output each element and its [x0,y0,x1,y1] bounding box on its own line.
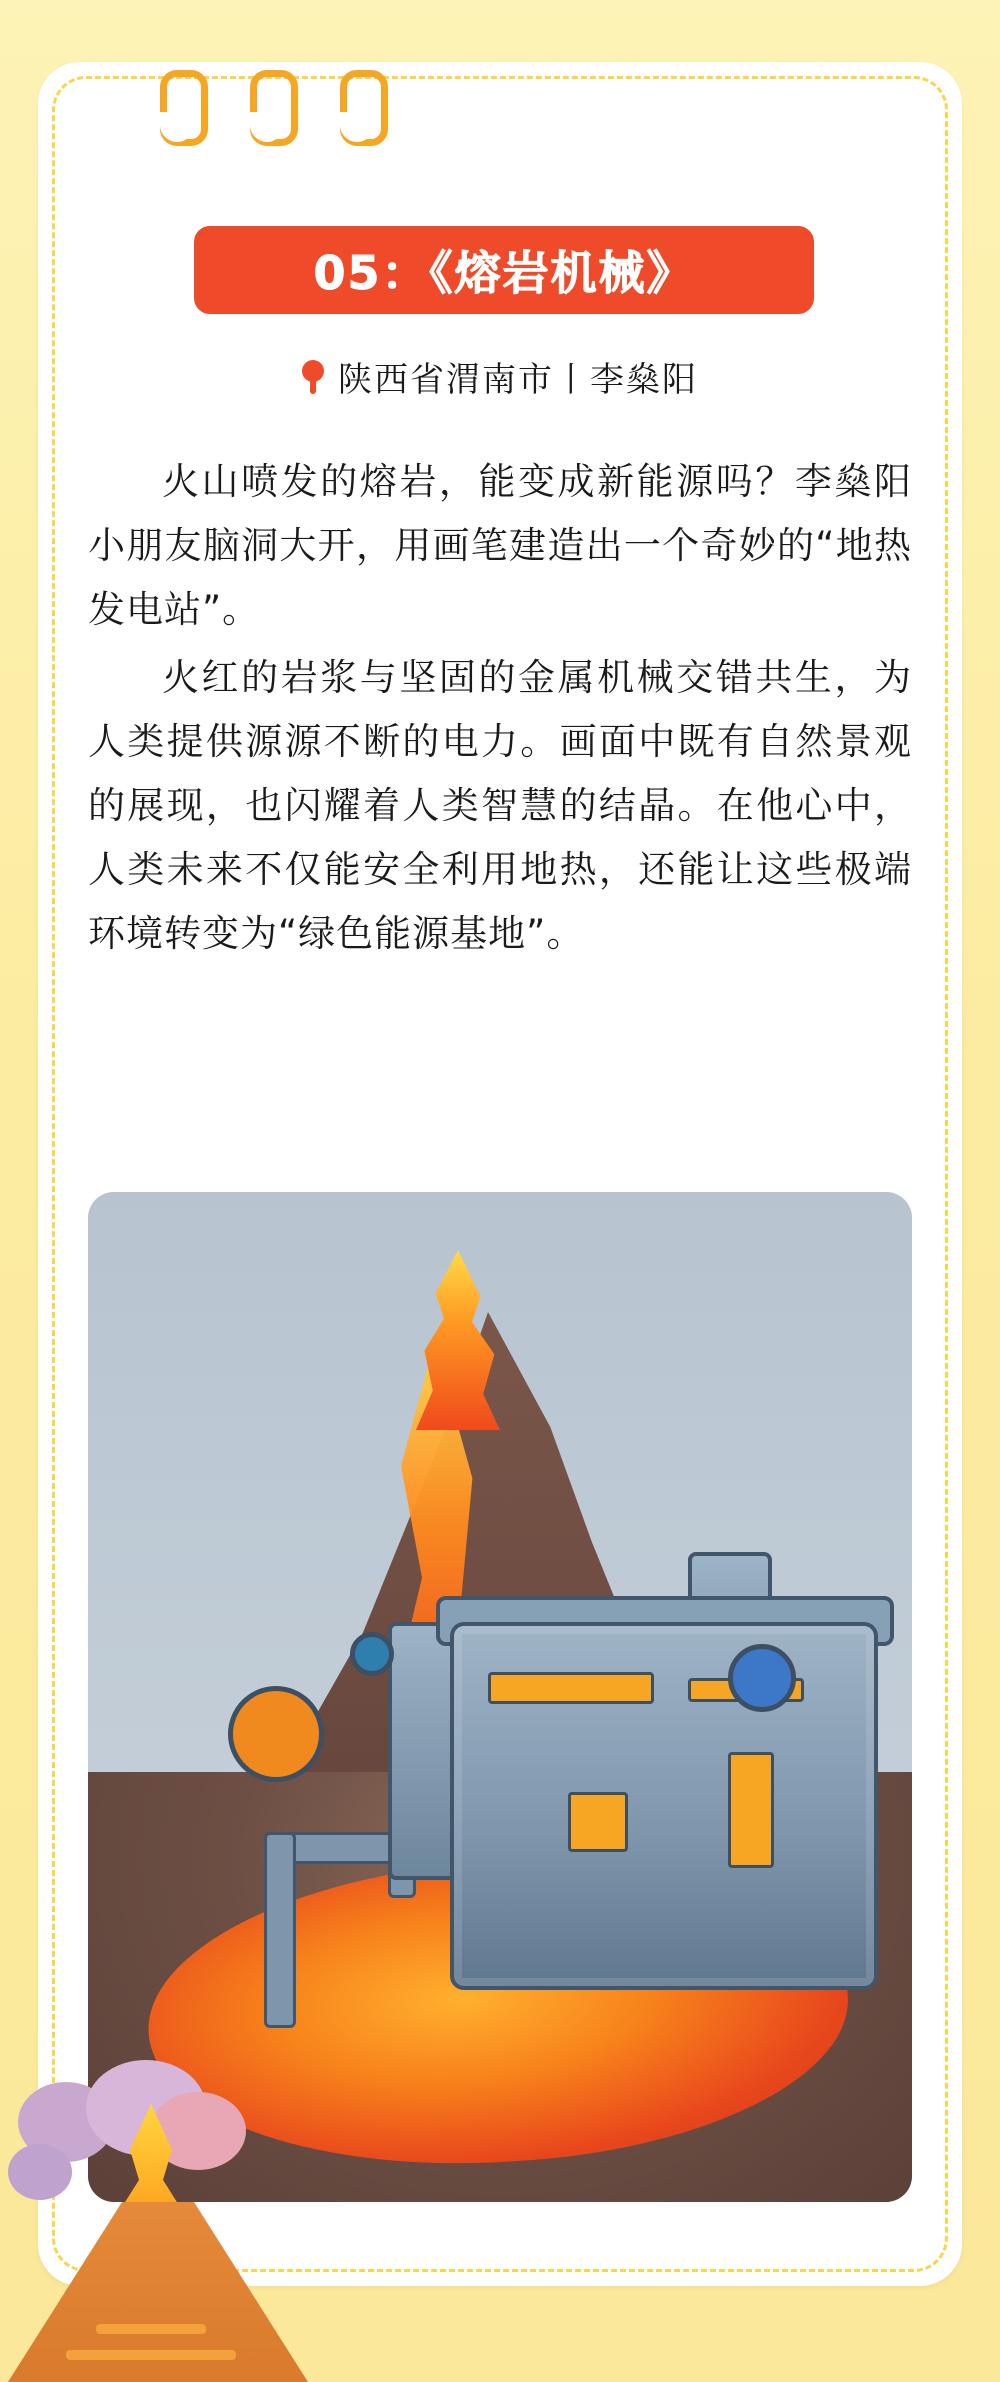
gauge-icon [228,1686,324,1782]
binder-rings [150,70,450,150]
paragraph: 火山喷发的熔岩，能变成新能源吗？李燊阳小朋友脑洞大开，用画笔建造出一个奇妙的“地热发电站”。 [88,460,912,631]
author-byline [0,352,1000,401]
gauge-icon [350,1632,394,1676]
paragraph: 火红的岩浆与坚固的金属机械交错共生，为人类提供源源不断的电力。画面中既有自然景观的展现，也闪耀着人类智慧的结晶。在他心中，人类未来不仅能安全利用地热，还能让这些极端环境转变为“绿色能源基地”。 [88,656,912,955]
sticker-stripe [66,2350,236,2360]
smoke-cloud-shape [8,2144,72,2200]
page-title [190,222,818,318]
sticker-stripe [96,2324,206,2334]
pipe-shape [264,1832,296,2028]
window-shape [488,1672,654,1704]
author-byline-text: 陕西省渭南市丨李燊阳 [338,360,698,400]
page-title-text: 05：《熔岩机械》 [313,246,695,300]
window-shape [568,1792,628,1852]
door-shape [728,1752,774,1868]
location-pin-icon [302,360,324,394]
gauge-icon [728,1644,796,1712]
erupting-volcano-sticker [0,2052,320,2382]
artwork-image [88,1192,912,2202]
article-body [88,450,912,970]
